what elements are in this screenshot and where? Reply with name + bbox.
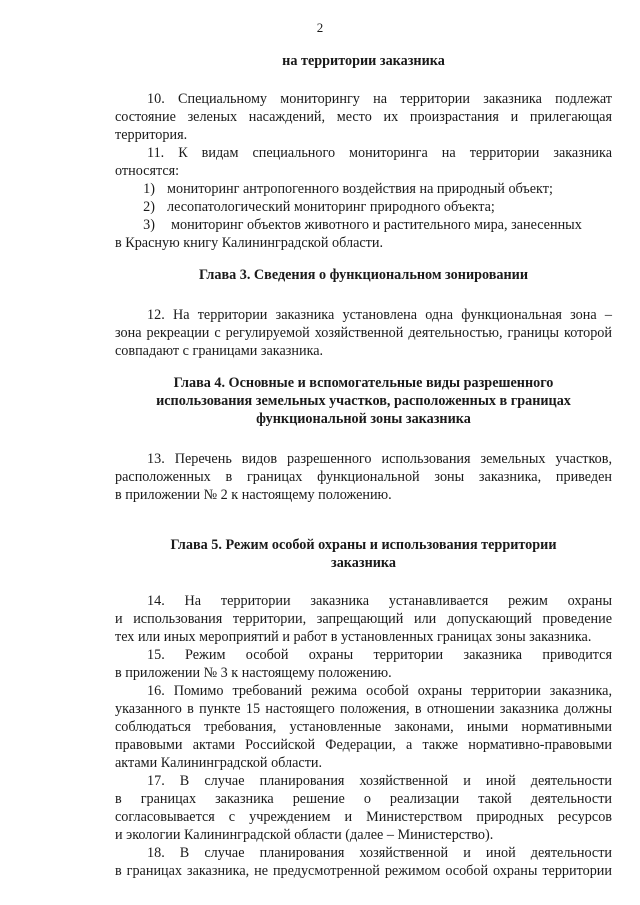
chapter-title-line: функциональной зоны заказника	[256, 411, 471, 427]
chapter-3-title: Глава 3. Сведения о функциональном зонировании	[198, 267, 529, 283]
paragraph-10	[115, 90, 612, 144]
paragraph-line: состояние зеленых насаждений, место их произрастания и прилегающая	[115, 109, 612, 125]
paragraph-line: совпадают с границами заказника.	[115, 343, 324, 359]
paragraph-line: зона рекреации с регулируемой хозяйственной деятельностью, границы которой	[115, 325, 612, 341]
paragraph-line: относятся:	[115, 163, 180, 179]
paragraph-line: 13. Перечень видов разрешенного использования земельных участков,	[147, 451, 612, 467]
paragraph-line: 11. К видам специального мониторинга на территории заказника	[147, 145, 612, 161]
paragraph-line: и экологии Калининградской области (далее – Министерство).	[115, 827, 494, 843]
paragraph-line: 10. Специальному мониторингу на территории заказника подлежат	[147, 91, 612, 107]
page-number: 2	[316, 20, 324, 35]
list-item-text: лесопатологический мониторинг природного объекта;	[167, 199, 495, 215]
paragraph-line: соблюдаться требования, установленные законами, иными нормативными	[115, 719, 612, 735]
list-item-number: 3)	[143, 217, 155, 233]
chapter-4-title	[115, 374, 612, 428]
paragraph-13	[115, 450, 612, 504]
paragraph-line: тех или иных мероприятий и работ в установленных границах зоны заказника.	[115, 629, 592, 645]
paragraph-line: в границах заказника, не предусмотренной режимом особой охраны территории	[115, 863, 612, 879]
document-body	[115, 52, 612, 880]
list-item	[115, 180, 612, 198]
list-item-number: 1)	[143, 181, 155, 197]
paragraph-line: 17. В случае планирования хозяйственной и иной деятельности	[147, 773, 612, 789]
chapter-title-line: заказника	[331, 555, 396, 571]
paragraph-line: 12. На территории заказника установлена одна функциональная зона –	[147, 307, 612, 323]
paragraph-line: 14. На территории заказника устанавливается режим охраны	[147, 593, 612, 609]
paragraph-16	[115, 682, 612, 772]
paragraph-line: указанного в пункте 15 настоящего положения, в отношении заказника должны	[115, 701, 612, 717]
heading-continuation: на территории заказника	[282, 53, 445, 69]
paragraph-line: 18. В случае планирования хозяйственной и иной деятельности	[147, 845, 612, 861]
paragraph-line: актами Калининградской области.	[115, 755, 323, 771]
list-item-text: мониторинг объектов животного и растительного мира, занесенных	[171, 217, 582, 233]
paragraph-17	[115, 772, 612, 844]
paragraph-line: и использования территории, запрещающий или допускающий проведение	[115, 611, 612, 627]
paragraph-15	[115, 646, 612, 682]
paragraph-line: расположенных в границах функциональной зоны заказника, приведен	[115, 469, 612, 485]
paragraph-line: 16. Помимо требований режима особой охраны территории заказника,	[147, 683, 612, 699]
paragraph-line: согласовывается с учреждением и Министерством природных ресурсов	[115, 809, 612, 825]
chapter-title-line: Глава 4. Основные и вспомогательные виды разрешенного	[173, 375, 554, 391]
chapter-title-line: использования земельных участков, расположенных в границах	[156, 393, 571, 409]
chapter-title-line: Глава 5. Режим особой охраны и использования территории	[170, 537, 557, 553]
paragraph-line: 15. Режим особой охраны территории заказника приводится	[147, 647, 612, 663]
list-item	[115, 198, 612, 216]
paragraph-line: в Красную книгу Калининградской области.	[115, 235, 384, 251]
paragraph-12	[115, 306, 612, 360]
chapter-5-title	[115, 536, 612, 572]
paragraph-line: правовыми актами Российской Федерации, а также нормативно-правовыми	[115, 737, 612, 753]
paragraph-line: в границах заказника решение о реализации такой деятельности	[115, 791, 612, 807]
list-item-number: 2)	[143, 199, 155, 215]
paragraph-18	[115, 844, 612, 880]
list-item	[115, 216, 612, 234]
paragraph-line: в приложении № 3 к настоящему положению.	[115, 665, 392, 681]
paragraph-11	[115, 144, 612, 252]
paragraph-14	[115, 592, 612, 646]
paragraph-line: в приложении № 2 к настоящему положению.	[115, 487, 392, 503]
paragraph-line: территория.	[115, 127, 188, 143]
list-item-text: мониторинг антропогенного воздействия на природный объект;	[167, 181, 553, 197]
